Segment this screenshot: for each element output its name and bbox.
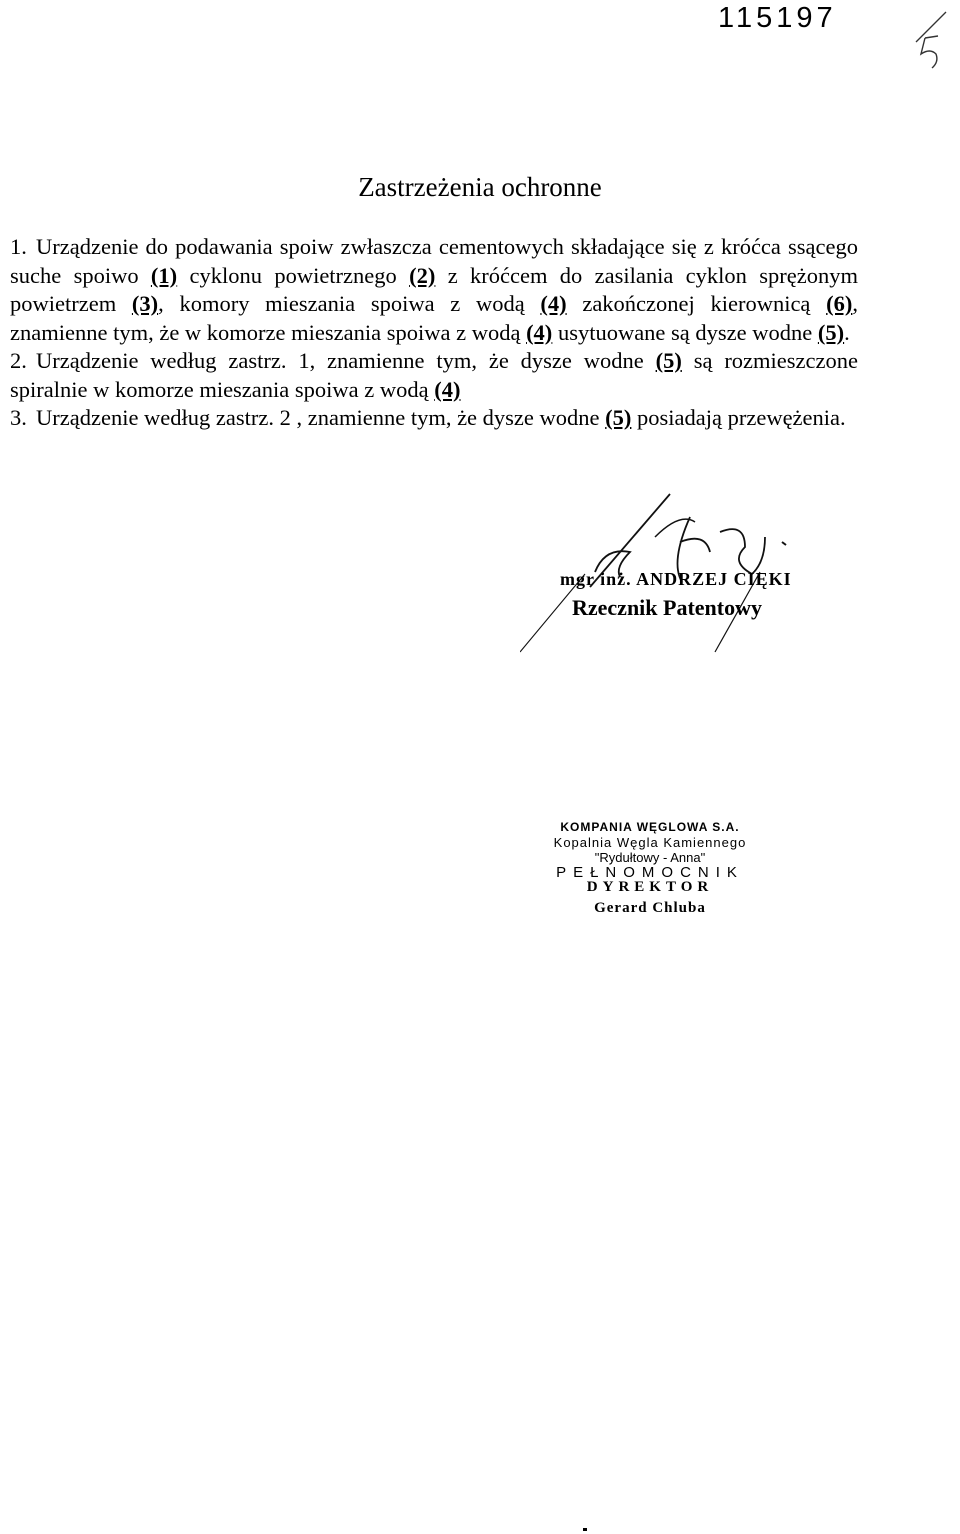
claim-item	[10, 233, 858, 347]
scan-speck	[583, 1528, 587, 1531]
reference-number: (5)	[655, 348, 682, 373]
claim-text: .	[844, 319, 850, 345]
claim-text: są rozmieszczone spiralnie w komorze mieszania spoiwa z wodą	[10, 348, 858, 402]
claim-text: zakończonej kierownicą	[566, 291, 827, 316]
reference-number: (5)	[605, 405, 632, 430]
document-number: 115197	[718, 2, 837, 34]
claim-text: cyklonu powietrznego	[177, 262, 410, 288]
claim-text: , komory mieszania spoiwa z wodą	[158, 291, 541, 316]
claims-list	[10, 233, 858, 433]
handwritten-mark	[912, 10, 952, 70]
signature-stamp	[520, 492, 810, 662]
reference-number: (1)	[150, 262, 178, 288]
reference-number: (4)	[540, 291, 567, 316]
claim-text: z króćcem do zasilania cyklon sprężonym powietrzem	[10, 262, 858, 316]
reference-number: (5)	[817, 319, 845, 345]
claim-text: usytuowane są dysze wodne	[552, 319, 818, 345]
signatory-role: Rzecznik Patentowy	[572, 595, 763, 620]
claim-text: Urządzenie do podawania spoiw zwłaszcza cementowych składające się z króćca ssącego suche spoiwo	[10, 234, 858, 288]
document-title: Zastrzeżenia ochronne	[358, 172, 602, 202]
claim-item	[10, 347, 858, 404]
reference-number: (2)	[409, 262, 436, 288]
company-stamp	[510, 820, 790, 916]
stamp-mine: Kopalnia Węgla Kamiennego	[553, 835, 747, 850]
claim-number: 3.	[10, 405, 27, 430]
reference-number: (3)	[131, 291, 159, 316]
claim-item	[10, 404, 858, 433]
stamp-title: PEŁNOMOCNIK	[556, 864, 744, 881]
stamp-person: Gerard Chluba	[594, 900, 706, 916]
claim-number: 1.	[10, 234, 27, 259]
claim-text: Urządzenie według zastrz. 1, znamienne tym, że dysze wodne	[36, 348, 656, 373]
claim-number: 2.	[10, 348, 27, 373]
reference-number: (4)	[526, 319, 553, 345]
stamp-mine-name: "Rydułtowy - Anna"	[594, 850, 706, 865]
claim-text: , znamienne tym, że w komorze mieszania spoiwa z wodą	[10, 291, 858, 345]
stamp-subtitle: DYREKTOR	[586, 879, 714, 895]
reference-number: (6)	[826, 291, 853, 316]
stamp-company: KOMPANIA WĘGLOWA S.A.	[560, 820, 740, 834]
claim-text: posiadają przewężenia.	[631, 405, 846, 430]
reference-number: (4)	[434, 376, 461, 402]
signatory-name: mgr inż. ANDRZEJ CIĘKI	[560, 569, 792, 589]
claim-text: Urządzenie według zastrz. 2 , znamienne tym, że dysze wodne	[36, 405, 606, 430]
